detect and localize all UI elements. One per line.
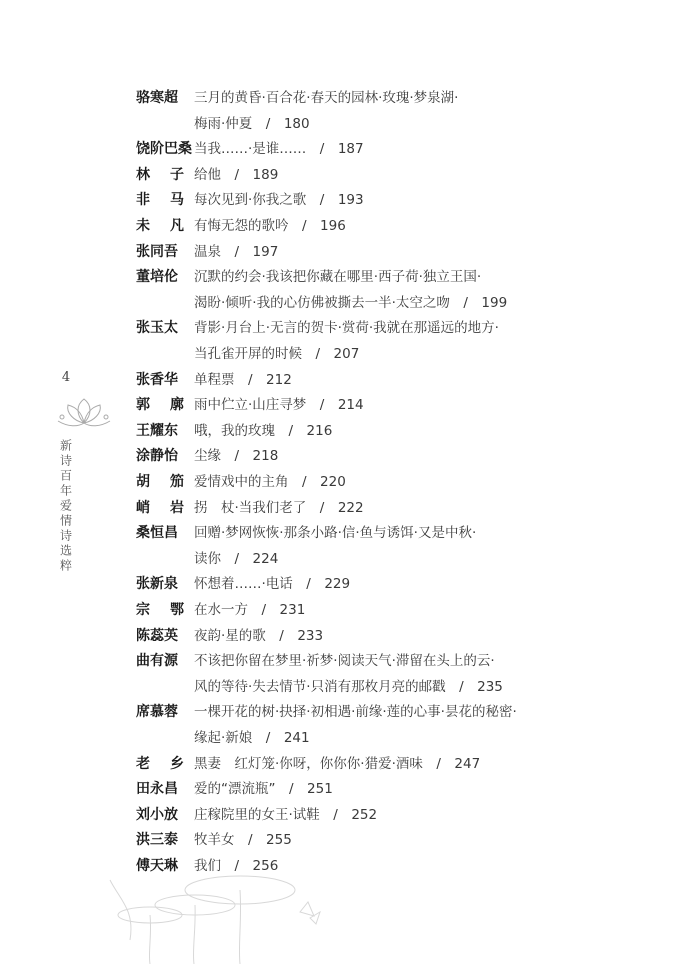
toc-poem-titles-continued: 读你 / 224: [194, 550, 279, 567]
toc-author: 王耀东: [136, 422, 178, 439]
toc-author: 张玉太: [136, 320, 178, 337]
toc-poem-titles-continued: 梅雨·仲夏 / 180: [194, 115, 310, 132]
toc-author: 傅天琳: [136, 858, 178, 874]
lotus-ornament-icon: [54, 393, 114, 433]
toc-author: [136, 190, 184, 210]
toc-poem-titles: 三月的黄昏·百合花·春天的园林·玫瑰·梦泉湖·: [194, 90, 459, 106]
toc-author-char: 峭: [136, 499, 150, 516]
toc-author-char: 鄂: [170, 602, 184, 618]
toc-poem-titles: 沉默的约会·我该把你藏在哪里·西子荷·独立王国·: [194, 269, 482, 286]
toc-author-char: 宗: [136, 602, 150, 618]
toc-author: 饶阶巴桑: [136, 141, 192, 158]
toc-author-char: 非: [136, 192, 150, 209]
toc-author: 张同吾: [136, 243, 178, 260]
toc-author-char: 老: [136, 755, 150, 772]
toc-author: [136, 395, 184, 415]
toc-author: [136, 165, 184, 185]
toc-author: 张香华: [136, 371, 178, 388]
toc-author-char: 郭: [136, 397, 150, 414]
toc-poem-titles: 单程票 / 212: [194, 371, 292, 388]
toc-poem-titles: 黑妻 红灯笼·你呀，你你你·猎爱·酒味 / 247: [194, 755, 481, 772]
page-number: 4: [61, 370, 71, 385]
book-title-vertical: 新诗百年爱情诗选粹: [58, 439, 73, 574]
toc-poem-titles: 当我……·是谁…… / 187: [194, 141, 364, 158]
toc-author: [136, 216, 184, 236]
toc-poem-titles: 怀想着……·电话 / 229: [194, 576, 351, 593]
toc-poem-titles: 给他 / 189: [194, 166, 279, 183]
toc-author: 陈蕊英: [136, 627, 178, 644]
toc-author-char: 廓: [170, 397, 184, 414]
toc-author: 董培伦: [136, 269, 178, 286]
toc-poem-titles-continued: 当孔雀开屏的时候 / 207: [194, 346, 360, 362]
toc-poem-titles-continued: 缘起·新娘 / 241: [194, 730, 310, 746]
toc-author: 桑恒昌: [136, 525, 178, 542]
page-margin: [54, 370, 78, 574]
toc-poem-titles: 庄稼院里的女王·试鞋 / 252: [194, 806, 378, 823]
toc-poem-titles: 夜韵·星的歌 / 233: [194, 627, 324, 644]
toc-author: 骆寒超: [136, 90, 178, 106]
toc-poem-titles: 尘缘 / 218: [194, 448, 279, 465]
toc-poem-titles: 爱情戏中的主角 / 220: [194, 474, 346, 490]
toc-poem-titles: 我们 / 256: [194, 858, 279, 874]
toc-poem-titles: 不该把你留在梦里·祈梦·阅读天气·滞留在头上的云·: [194, 653, 495, 670]
toc-poem-titles: 有悔无怨的歌吟 / 196: [194, 218, 346, 234]
toc-poem-titles: 背影·月台上·无言的贺卡·赏荷·我就在那遥远的地方·: [194, 320, 499, 337]
toc-author-char: 胡: [136, 474, 150, 490]
toc-poem-titles: 拐 杖·当我们老了 / 222: [194, 499, 364, 516]
toc-author-char: 林: [136, 166, 150, 183]
toc-poem-titles: 雨中伫立·山庄寻梦 / 214: [194, 397, 364, 414]
toc-author: 涂静怡: [136, 448, 178, 465]
toc-author-char: 乡: [170, 755, 184, 772]
toc-author: [136, 472, 184, 492]
toc-poem-titles: 哦，我的玫瑰 / 216: [194, 422, 333, 439]
toc-poem-titles-continued: 渴盼·倾听·我的心仿佛被撕去一半·太空之吻 / 199: [194, 294, 508, 311]
toc-poem-titles: 温泉 / 197: [194, 243, 279, 260]
toc-author: 张新泉: [136, 576, 178, 593]
toc-author: 刘小放: [136, 806, 178, 823]
toc-poem-titles: 每次见到·你我之歌 / 193: [194, 192, 364, 209]
toc-author-char: 凡: [170, 218, 184, 234]
toc-author-char: 笳: [170, 474, 184, 490]
toc-poem-titles: 回赠·梦网恢恢·那条小路·信·鱼与诱饵·又是中秋·: [194, 525, 477, 542]
toc-author: [136, 600, 184, 620]
toc-author-char: 岩: [170, 499, 184, 516]
toc-author-char: 未: [136, 218, 150, 234]
toc-author: 席慕蓉: [136, 704, 178, 721]
toc-author: 田永昌: [136, 781, 178, 798]
toc-author: [136, 754, 184, 774]
toc-poem-titles: 爱的“漂流瓶” / 251: [194, 781, 333, 798]
toc-author: 曲有源: [136, 653, 178, 670]
toc-poem-titles: 在水一方 / 231: [194, 602, 306, 618]
toc-poem-titles: 牧羊女 / 255: [194, 832, 292, 849]
toc-poem-titles-continued: 风的等待·失去情节·只消有那枚月亮的邮戳 / 235: [194, 678, 503, 695]
toc-author-char: 马: [170, 192, 184, 209]
toc-author: 洪三泰: [136, 832, 178, 849]
toc-poem-titles: 一棵开花的树·抉择·初相遇·前缘·莲的心事·昙花的秘密·: [194, 704, 517, 721]
toc-author: [136, 498, 184, 518]
toc-author-char: 子: [170, 166, 184, 183]
